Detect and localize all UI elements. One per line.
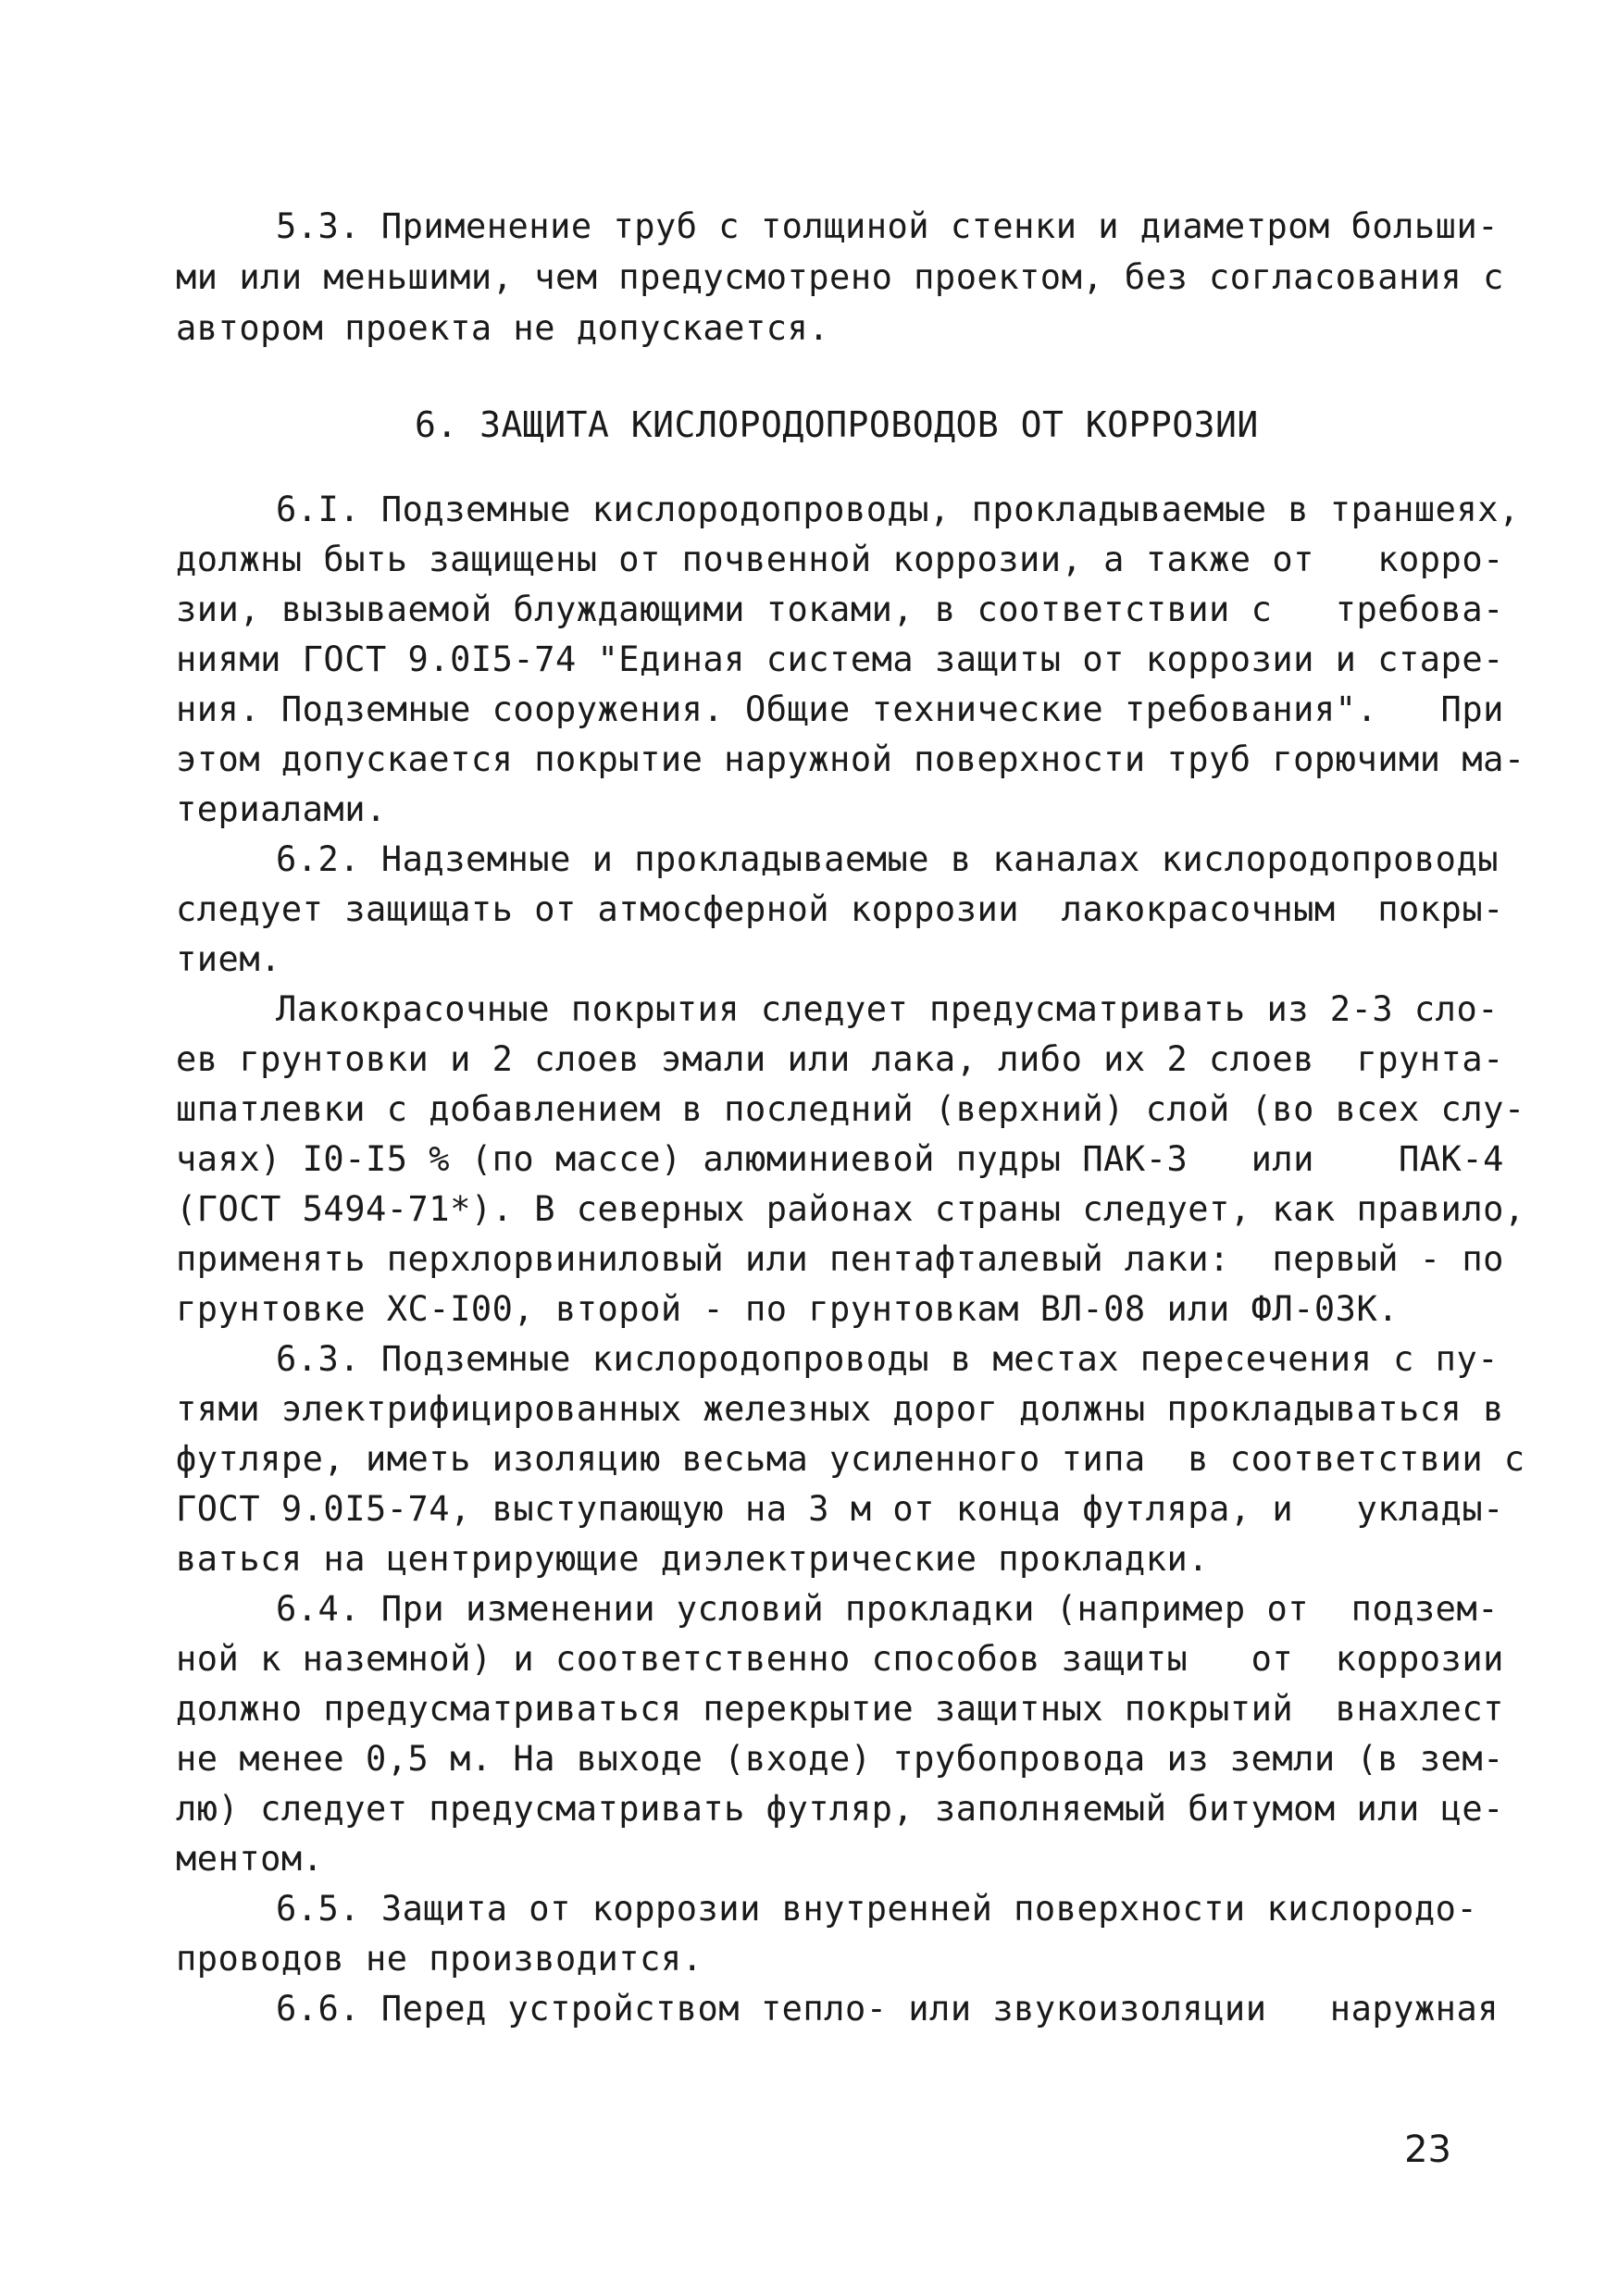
text-line: этом допускается покрытие наружной поверхности труб горючими ма- <box>176 739 1525 779</box>
text-line: 6.5. Защита от коррозии внутренней поверхности кислородо- <box>276 1889 1478 1929</box>
text-line: ной к наземной) и соответственно способов защиты от коррозии <box>176 1639 1504 1679</box>
text-line: тием. <box>176 939 281 979</box>
text-line: ми или меньшими, чем предусмотрено проектом, без согласования с <box>176 257 1504 297</box>
section-heading: 6. ЗАЩИТА КИСЛОРОДОПРОВОДОВ ОТ КОРРОЗИИ <box>415 404 1259 445</box>
text-line: должно предусматриваться перекрытие защитных покрытий внахлест <box>176 1689 1504 1729</box>
page-number: 23 <box>1404 2128 1451 2171</box>
text-line: лю) следует предусматривать футляр, заполняемый битумом или це- <box>176 1789 1504 1829</box>
text-line: ев грунтовки и 2 слоев эмали или лака, либо их 2 слоев грунта- <box>176 1039 1504 1079</box>
text-line: ваться на центрирующие диэлектрические прокладки. <box>176 1539 1210 1579</box>
text-line: применять перхлорвиниловый или пентафталевый лаки: первый - по <box>176 1239 1504 1279</box>
text-line: зии, вызываемой блуждающими токами, в соответствии с требова- <box>176 590 1504 629</box>
text-line: должны быть защищены от почвенной коррозии, а также от корро- <box>176 540 1504 579</box>
text-line: ГОСТ 9.0I5-74, выступающую на 3 м от конца футляра, и уклады- <box>176 1489 1504 1529</box>
text-line: 6.4. При изменении условий прокладки (например от подзем- <box>276 1589 1500 1629</box>
text-line: (ГОСТ 5494-71*). В северных районах страны следует, как правило, <box>176 1189 1525 1229</box>
text-line: териалами. <box>176 789 387 829</box>
text-line: футляре, иметь изоляцию весьма усиленного типа в соответствии с <box>176 1439 1525 1479</box>
text-line: ментом. <box>176 1839 324 1879</box>
text-line: ниями ГОСТ 9.0I5-74 "Единая система защиты от коррозии и старе- <box>176 639 1504 679</box>
text-line: 6.I. Подземные кислородопроводы, прокладываемые в траншеях, <box>276 490 1520 529</box>
text-line: следует защищать от атмосферной коррозии лакокрасочным покры- <box>176 889 1504 929</box>
text-line: проводов не производится. <box>176 1939 703 1979</box>
text-line: автором проекта не допускается. <box>176 308 830 348</box>
text-line: чаях) I0-I5 % (по массе) алюминиевой пудры ПАК-3 или ПАК-4 <box>176 1139 1504 1179</box>
text-line: не менее 0,5 м. На выходе (входе) трубопровода из земли (в зем- <box>176 1739 1504 1779</box>
text-line: тями электрифицированных железных дорог должны прокладываться в <box>176 1389 1504 1429</box>
text-line: 6.2. Надземные и прокладываемые в каналах кислородопроводы <box>276 839 1500 879</box>
text-line: 6.3. Подземные кислородопроводы в местах пересечения с пу- <box>276 1339 1500 1379</box>
text-line: Лакокрасочные покрытия следует предусматривать из 2-3 сло- <box>276 989 1500 1029</box>
text-line: 5.3. Применение труб с толщиной стенки и диаметром больши- <box>276 206 1500 246</box>
text-line: шпатлевки с добавлением в последний (верхний) слой (во всех слу- <box>176 1089 1525 1129</box>
text-line: 6.6. Перед устройством тепло- или звукоизоляции наружная <box>276 1989 1500 2029</box>
text-line: грунтовке ХС-I00, второй - по грунтовкам ВЛ-08 или ФЛ-03К. <box>176 1289 1400 1329</box>
text-line: ния. Подземные сооружения. Общие технические требования". При <box>176 689 1504 729</box>
